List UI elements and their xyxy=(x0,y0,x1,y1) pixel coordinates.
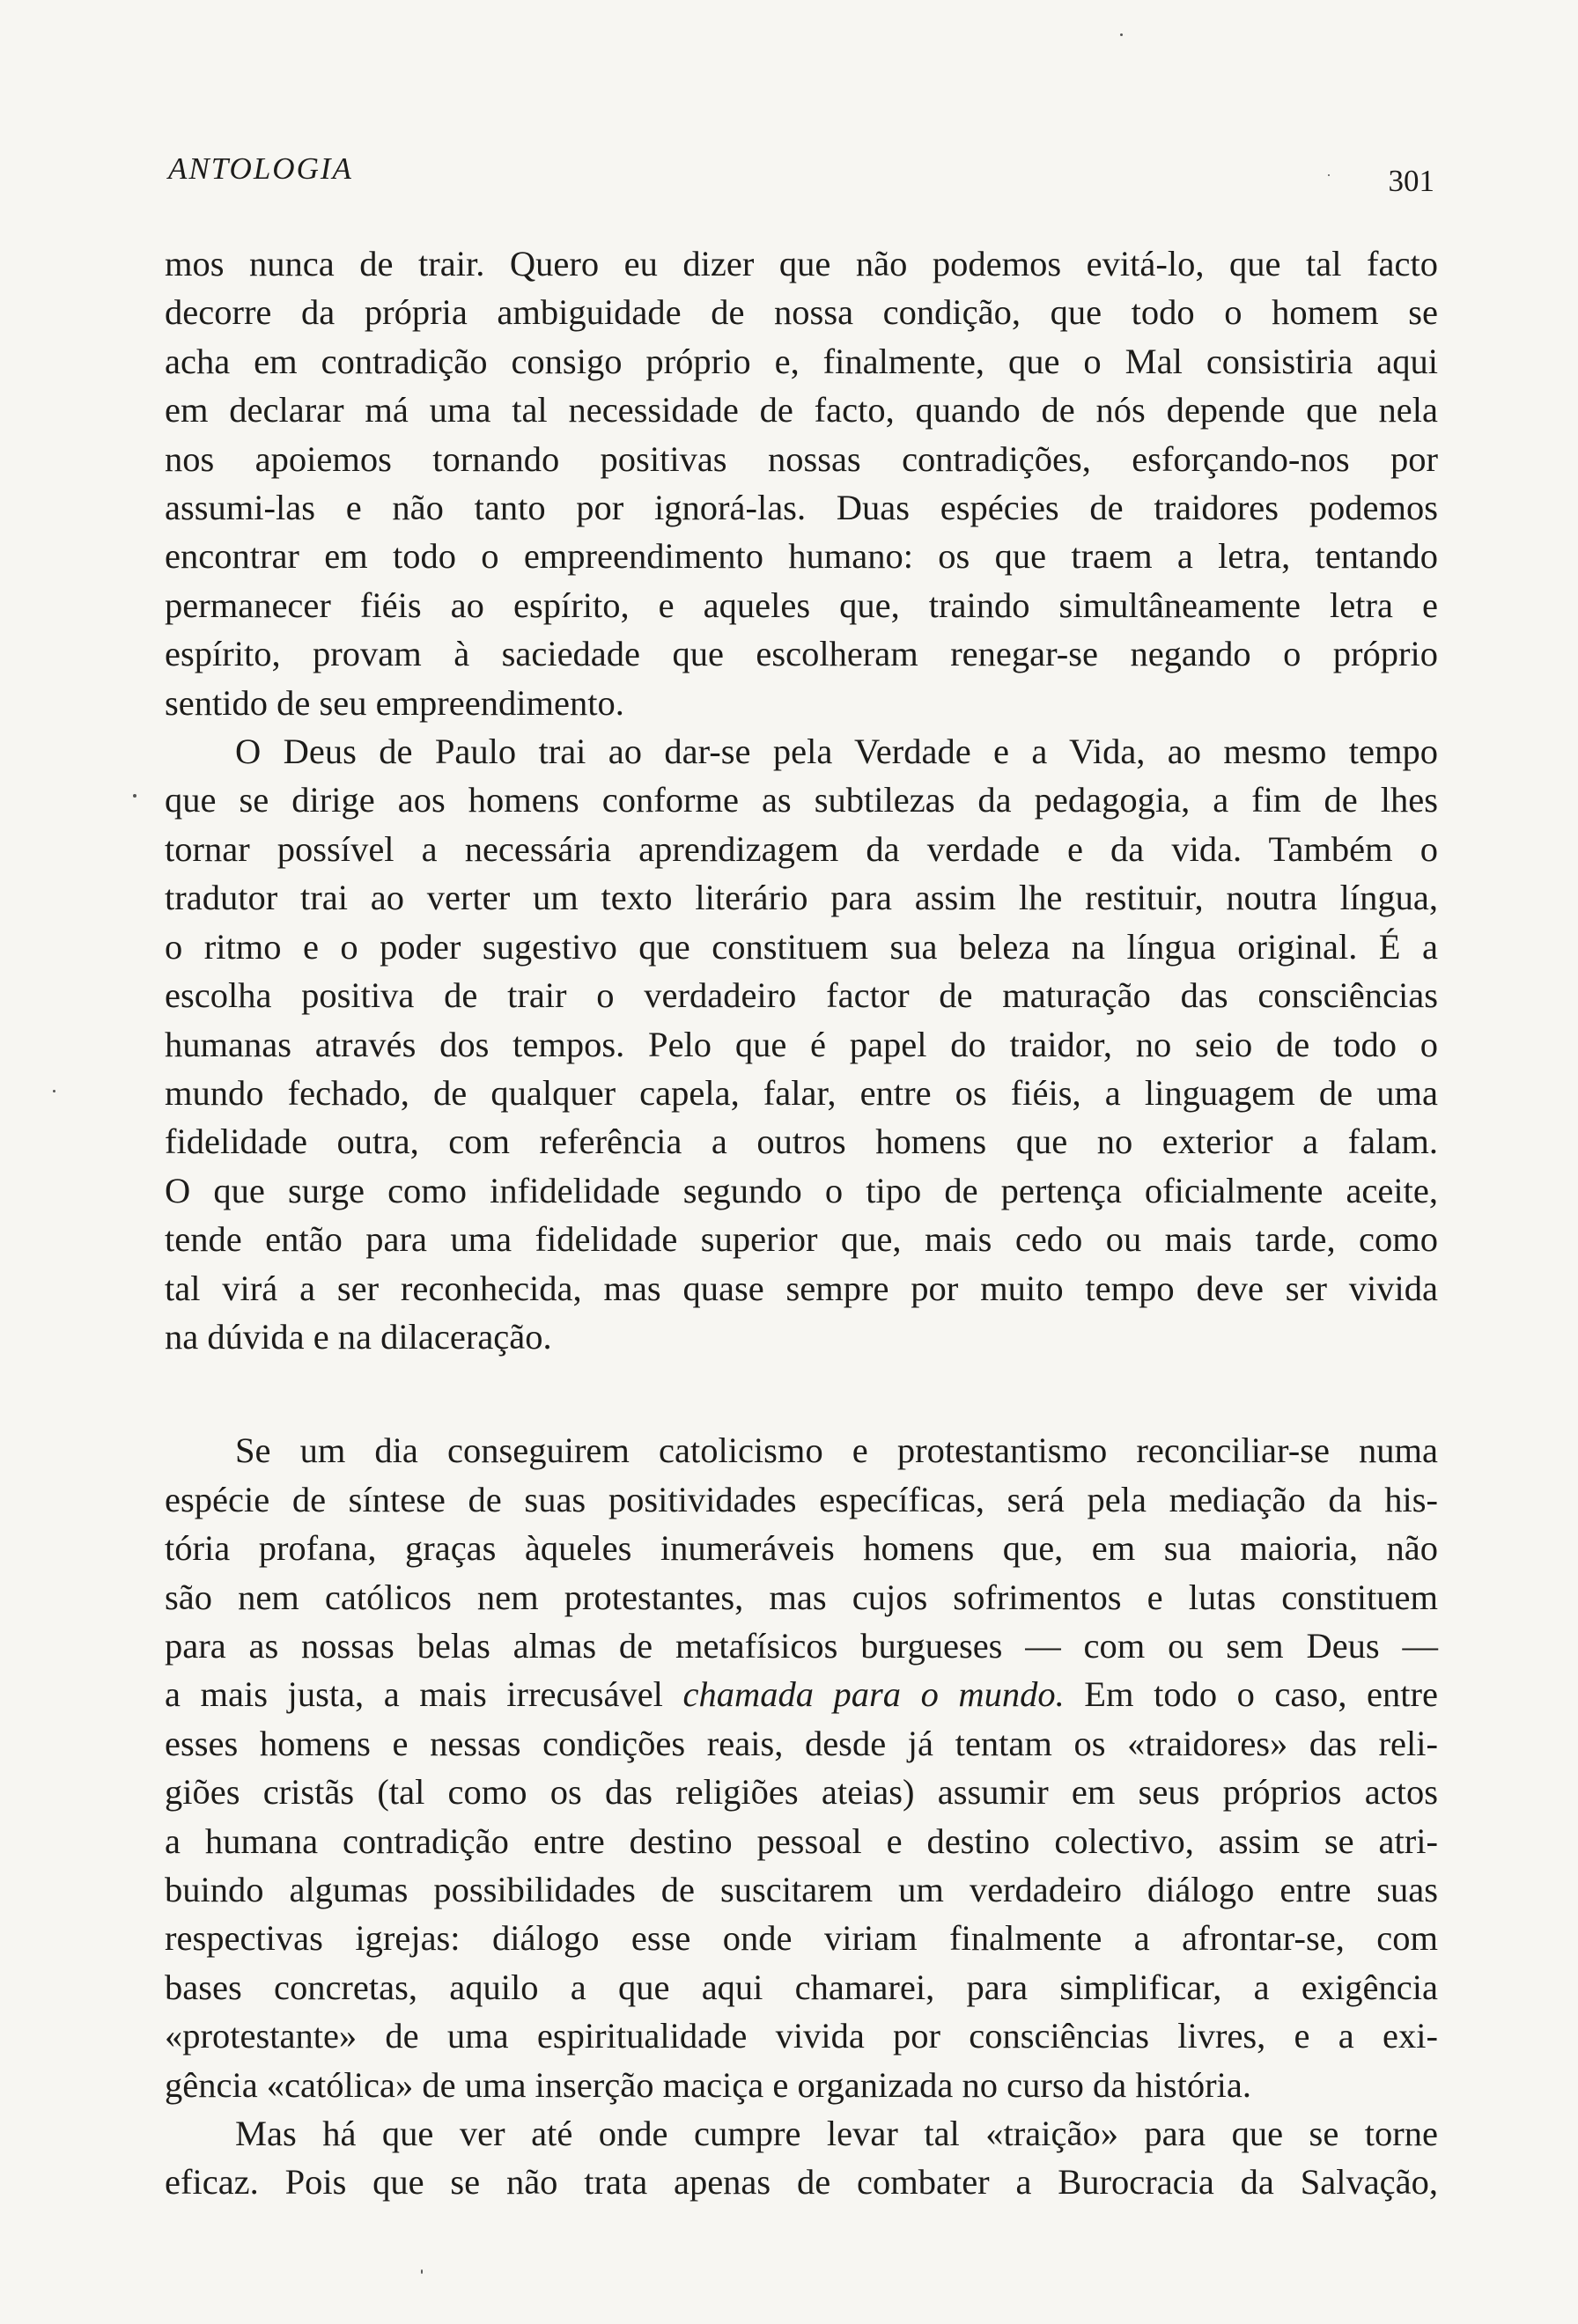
text-line: eficaz. Pois que se não trata apenas de combater a Burocracia da Salvação, xyxy=(165,2162,1438,2203)
text-line: espírito, provam à saciedade que escolheram renegar-se negando o próprio xyxy=(165,634,1438,674)
text-line: o ritmo e o poder sugestivo que constituem sua beleza na língua original. É a xyxy=(165,926,1438,967)
text-run: Em todo o caso, entre xyxy=(1064,1674,1438,1715)
text-line: esses homens e nessas condições reais, desde já tentam os «traidores» das reli- xyxy=(165,1723,1438,1763)
text-run: a mais justa, a mais irrecusável xyxy=(165,1674,683,1715)
text-line: mundo fechado, de qualquer capela, falar, entre os fiéis, a linguagem de uma xyxy=(165,1072,1438,1113)
text-line: nos apoiemos tornando positivas nossas contradições, esforçando-nos por xyxy=(165,438,1438,479)
text-line: Se um dia conseguirem catolicismo e protestantismo reconciliar-se numa xyxy=(235,1430,1438,1471)
text-line: que se dirige aos homens conforme as subtilezas da pedagogia, a fim de lhes xyxy=(165,780,1438,820)
text-line: humanas através dos tempos. Pelo que é papel do traidor, no seio de todo o xyxy=(165,1024,1438,1064)
page-number: 301 xyxy=(1388,164,1434,198)
text-line: tornar possível a necessária aprendizagem da verdade e da vida. Também o xyxy=(165,828,1438,869)
text-line: a humana contradição entre destino pessoal e destino colectivo, assim se atri- xyxy=(165,1820,1438,1861)
section-break xyxy=(165,1361,1438,1426)
text-line: acha em contradição consigo próprio e, finalmente, que o Mal consistiria aqui xyxy=(165,341,1438,381)
text-line: para as nossas belas almas de metafísicos burgueses — com ou sem Deus — xyxy=(165,1625,1438,1666)
text-line-with-emphasis xyxy=(165,1670,1438,1718)
scan-speck xyxy=(53,1090,55,1092)
text-line: «protestante» de uma espiritualidade vivida por consciências livres, e a exi- xyxy=(165,2016,1438,2056)
running-head: ANTOLOGIA xyxy=(168,151,353,186)
text-line: decorre da própria ambiguidade de nossa condição, que todo o homem se xyxy=(165,292,1438,333)
scan-speck xyxy=(421,2269,423,2274)
scan-speck xyxy=(1120,33,1123,36)
text-line: assumi-las e não tanto por ignorá-las. Duas espécies de traidores podemos xyxy=(165,488,1438,528)
text-line: fidelidade outra, com referência a outros homens que no exterior a falam. xyxy=(165,1122,1438,1162)
text-line: bases concretas, aquilo a que aqui chamarei, para simplificar, a exigência xyxy=(165,1967,1438,2007)
text-line: gência «católica» de uma inserção maciça e organizada no curso da história. xyxy=(165,2064,1251,2105)
text-line: tende então para uma fidelidade superior que, mais cedo ou mais tarde, como xyxy=(165,1219,1438,1260)
text-line: permanecer fiéis ao espírito, e aqueles que, traindo simultâneamente letra e xyxy=(165,585,1438,625)
text-line: mos nunca de trair. Quero eu dizer que não podemos evitá-lo, que tal facto xyxy=(165,244,1438,283)
text-line: escolha positiva de trair o verdadeiro factor de maturação das consciências xyxy=(165,975,1438,1016)
text-line: são nem católicos nem protestantes, mas cujos sofrimentos e lutas constituem xyxy=(165,1577,1438,1617)
paragraph-4 xyxy=(165,2109,1438,2207)
text-line: buindo algumas possibilidades de suscitarem um verdadeiro diálogo entre suas xyxy=(165,1870,1438,1909)
text-line: espécie de síntese de suas positividades específicas, será pela mediação da his- xyxy=(165,1479,1438,1519)
text-line: tradutor trai ao verter um texto literário para assim lhe restituir, noutra língua, xyxy=(165,878,1438,918)
scan-speck xyxy=(133,794,136,798)
text-line: respectivas igrejas: diálogo esse onde viriam finalmente a afrontar-se, com xyxy=(165,1918,1438,1959)
paragraph-2 xyxy=(165,727,1438,1361)
text-line: em declarar má uma tal necessidade de facto, quando de nós depende que nela xyxy=(165,390,1438,430)
text-line: O Deus de Paulo trai ao dar-se pela Verdade e a Vida, ao mesmo tempo xyxy=(235,732,1438,772)
text-line: sentido de seu empreendimento. xyxy=(165,682,624,723)
text-line: giões cristãs (tal como os das religiões ateias) assumir em seus próprios actos xyxy=(165,1772,1438,1813)
emphasized-phrase: chamada para o mundo. xyxy=(682,1674,1065,1715)
text-line: tal virá a ser reconhecida, mas quase sempre por muito tempo deve ser vivida xyxy=(165,1268,1438,1308)
body-text xyxy=(165,239,1438,2207)
text-line: encontrar em todo o empreendimento humano: os que traem a letra, tentando xyxy=(165,536,1438,577)
text-line: Mas há que ver até onde cumpre levar tal «traição» para que se torne xyxy=(235,2114,1438,2154)
paragraph-3 xyxy=(165,1426,1438,2109)
scan-speck xyxy=(1328,174,1330,176)
text-line: na dúvida e na dilaceração. xyxy=(165,1316,552,1357)
paragraph-1 xyxy=(165,239,1438,727)
text-line: O que surge como infidelidade segundo o tipo de pertença oficialmente aceite, xyxy=(165,1170,1438,1210)
text-line: tória profana, graças àqueles inumeráveis homens que, em sua maioria, não xyxy=(165,1528,1438,1569)
